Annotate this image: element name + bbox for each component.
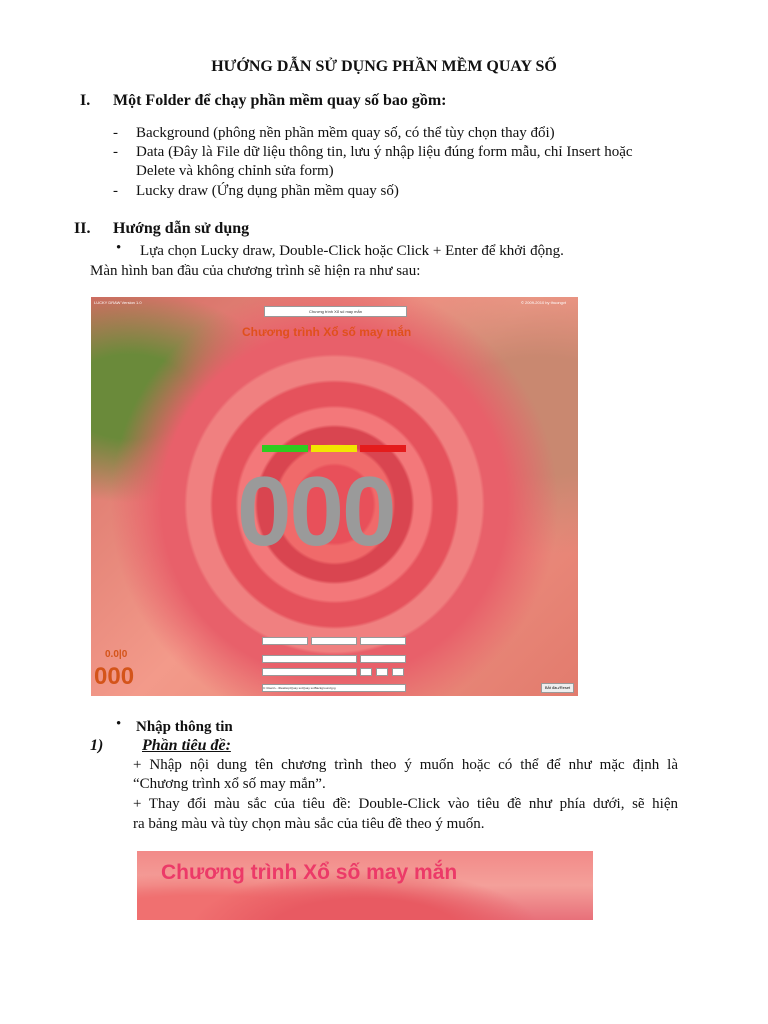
section2-heading: Hướng dẫn sử dụng — [113, 220, 250, 237]
input-field[interactable] — [360, 637, 406, 645]
bullet-icon: • — [116, 716, 122, 732]
ratio-text: 0.0|0 — [105, 649, 128, 660]
paragraph: “Chương trình xổ số may mắn”. — [133, 776, 326, 792]
start-button[interactable]: Bắt đầu/Reset — [541, 683, 574, 693]
title-banner — [137, 851, 593, 920]
title-field[interactable]: Chương trình Xổ số may mắn — [264, 306, 407, 317]
paragraph: + Nhập nội dung tên chương trình theo ý muốn hoặc có thể để như mặc định là — [133, 757, 678, 773]
input-field[interactable] — [262, 655, 357, 663]
stepper-button[interactable] — [376, 668, 388, 676]
section1-heading: Một Folder để chạy phần mềm quay số bao gồm: — [113, 92, 447, 109]
stepper-button[interactable] — [360, 668, 372, 676]
big-number: 000 — [237, 456, 395, 566]
app-screenshot — [91, 297, 578, 696]
intro-text: Màn hình ban đầu của chương trình sẽ hiện ra như sau: — [90, 263, 421, 279]
green-bar — [262, 445, 308, 452]
paragraph: ra bảng màu và tùy chọn màu sắc của tiêu đề theo ý muốn. — [133, 816, 485, 832]
input-field[interactable] — [311, 637, 357, 645]
input-field[interactable] — [262, 637, 308, 645]
stepper-button[interactable] — [392, 668, 404, 676]
paragraph: + Thay đổi màu sắc của tiêu đề: Double-Click vào tiêu đề như phía dưới, sẽ hiện — [133, 796, 678, 812]
app-title[interactable]: Chương trình Xổ số may mắn — [242, 325, 412, 339]
input-field[interactable] — [360, 655, 406, 663]
sub-number: 1) — [90, 737, 104, 754]
yellow-bar — [311, 445, 357, 452]
document-title: HƯỚNG DẪN SỬ DỤNG PHẦN MỀM QUAY SỐ — [211, 58, 557, 75]
bullet-icon: • — [116, 240, 122, 256]
section2-number: II. — [74, 220, 91, 237]
banner-title[interactable]: Chương trình Xổ số may mắn — [161, 861, 458, 884]
sub-heading: Phần tiêu đề: — [142, 737, 231, 754]
red-bar — [360, 445, 406, 452]
section1-number: I. — [80, 92, 91, 109]
top-left-info: LUCKY DRAW Version 1.0 — [94, 300, 142, 305]
bullet-text: Lựa chọn Lucky draw, Double-Click hoặc Click + Enter để khởi động. — [140, 243, 564, 259]
bullet-heading: Nhập thông tin — [136, 719, 233, 735]
small-number: 000 — [94, 663, 135, 690]
input-field[interactable] — [262, 668, 357, 676]
background-path-field[interactable]: C:\Users\...\Desktop\Quay so\Quay so\Background.jpg — [262, 684, 406, 692]
top-right-info: © 2009-2010 by thuongvt — [521, 300, 566, 305]
